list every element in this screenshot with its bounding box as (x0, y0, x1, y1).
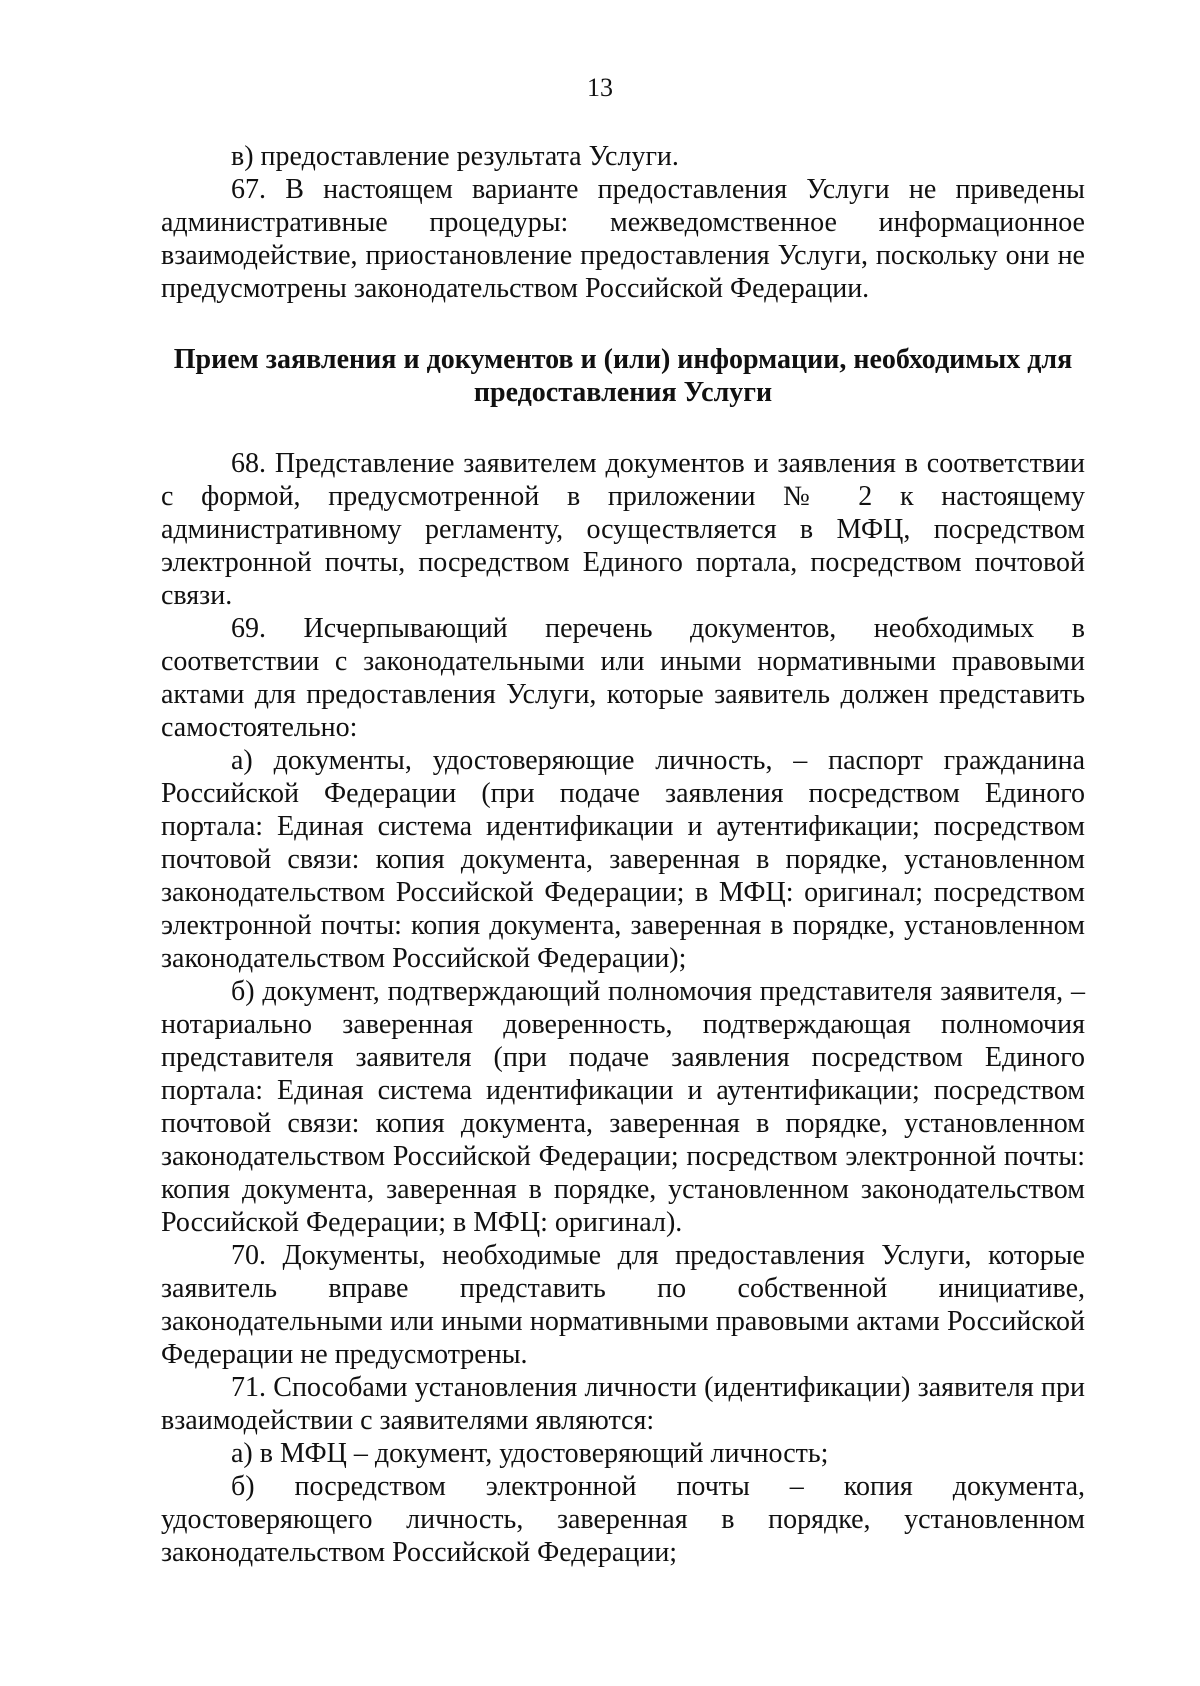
paragraph-71-b: б) посредством электронной почты – копия документа, удостоверяющего личность, заверенная в порядке, установленном законодательством Российской Федерации; (161, 1471, 1085, 1568)
paragraph-71-a: а) в МФЦ – документ, удостоверяющий личность; (231, 1438, 829, 1469)
document-body (161, 140, 1085, 1569)
section-heading: Прием заявления и документов и (или) информации, необходимых для предоставления Услуги (173, 344, 1073, 408)
paragraph-71: 71. Способами установления личности (идентификации) заявителя при взаимодействии с заявителями являются: (161, 1372, 1085, 1436)
paragraph-69: 69. Исчерпывающий перечень документов, необходимых в соответствии с законодательными или иными нормативными правовыми актами для предоставления Услуги, которые заявитель должен представить самостоятельно: (161, 613, 1085, 743)
paragraph-v-result: в) предоставление результата Услуги. (231, 141, 679, 172)
paragraph-69-b: б) документ, подтверждающий полномочия представителя заявителя, – нотариально заверенная доверенность, подтверждающая полномочия представителя заявителя (при подаче заявления посредством Единого портала: Единая система идентификации и аутентификации; посредством почтовой связи: копия документа, заверенная в порядке, установленном законодательством Российской Федерации; посредством электронной почты: копия документа, заверенная в порядке, установленном законодательством Российской Федерации; в МФЦ: оригинал). (161, 976, 1085, 1238)
paragraph-70: 70. Документы, необходимые для предоставления Услуги, которые заявитель вправе представить по собственной инициативе, законодательными или иными нормативными правовыми актами Российской Федерации не предусмотрены. (161, 1240, 1085, 1370)
paragraph-67: 67. В настоящем варианте предоставления Услуги не приведены административные процедуры: межведомственное информационное взаимодействие, приостановление предоставления Услуги, поскольку они не предусмотрены законодательством Российской Федерации. (161, 174, 1085, 304)
paragraph-68: 68. Представление заявителем документов и заявления в соответствии с формой, предусмотренной в приложении № 2 к настоящему административному регламенту, осуществляется в МФЦ, посредством электронной почты, посредством Единого портала, посредством почтовой связи. (161, 448, 1085, 611)
paragraph-69-a: а) документы, удостоверяющие личность, – паспорт гражданина Российской Федерации (при подаче заявления посредством Единого портала: Единая система идентификации и аутентификации; посредством почтовой связи: копия документа, заверенная в порядке, установленном законодательством Российской Федерации; в МФЦ: оригинал; посредством электронной почты: копия документа, заверенная в порядке, установленном законодательством Российской Федерации); (161, 745, 1085, 974)
page-number: 13 (587, 73, 613, 102)
